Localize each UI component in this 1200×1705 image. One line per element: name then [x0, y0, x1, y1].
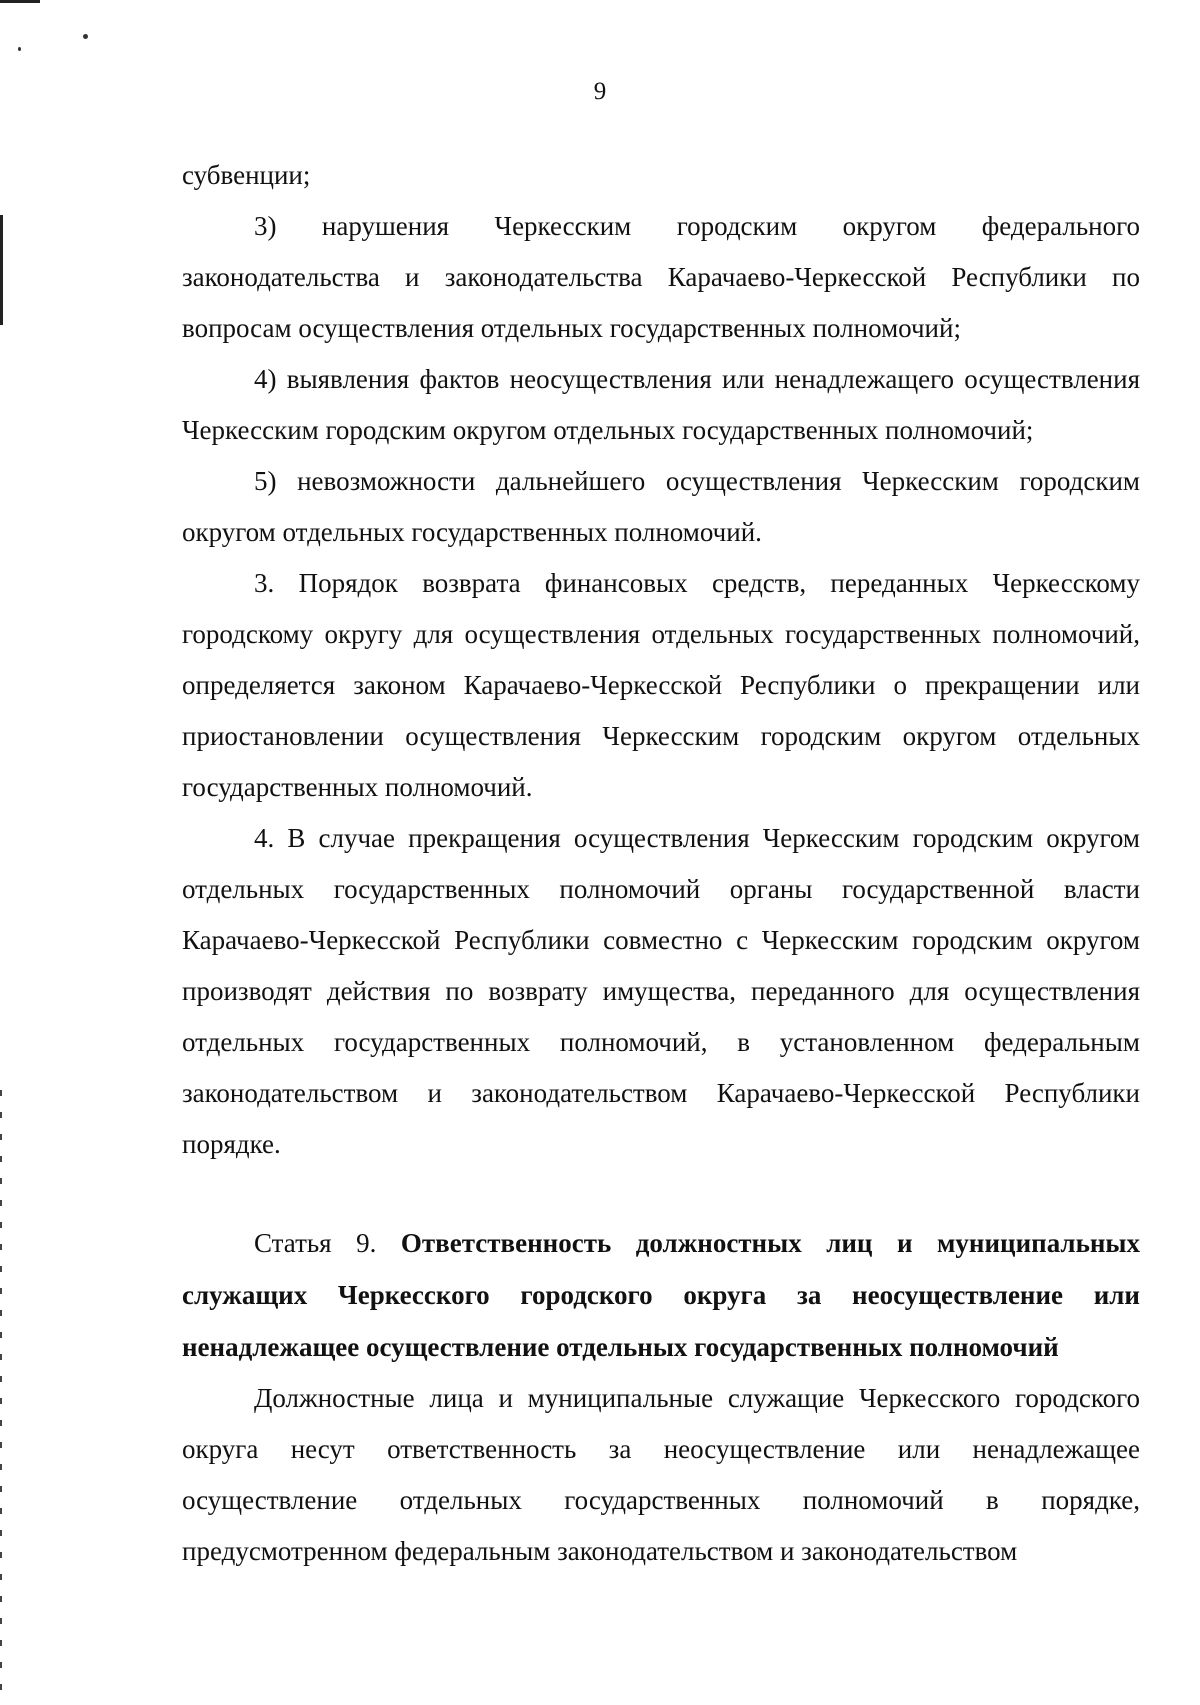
paragraph-subventions: субвенции; [182, 160, 311, 190]
article-9-title [182, 1217, 1140, 1373]
article-9-body: Должностные лица и муниципальные служащие Черкесского городского округа несут ответственность за неосуществление или ненадлежащее осуществление отдельных государственных полномочий в порядке, предусмотренном федеральным законодательством и законодательством [182, 1383, 1140, 1566]
paragraph-item-3: 3) нарушения Черкесским городским округом федерального законодательства и законодательства Карачаево-Черкесской Республики по вопросам осуществления отдельных государственных полномочий; [182, 211, 1140, 343]
document-body [182, 150, 1140, 1577]
scan-speck [18, 47, 21, 51]
page-number: 9 [593, 78, 607, 105]
paragraph-point-4: 4. В случае прекращения осуществления Черкесским городским округом отдельных государственных полномочий органы государственной власти Карачаево-Черкесской Республики совместно с Черкесским городским округом производят действия по возврату имущества, переданного для осуществления отдельных государственных полномочий, в установленном федеральным законодательством и законодательством Карачаево-Черкесской Республики порядке. [182, 823, 1140, 1159]
article-heading: Ответственность должностных лиц и муниципальных служащих Черкесского городского округа за неосуществление или ненадлежащее осуществление отдельных государственных полномочий [182, 1228, 1140, 1362]
paragraph-item-4: 4) выявления фактов неосуществления или ненадлежащего осуществления Черкесским городским округом отдельных государственных полномочий; [182, 364, 1140, 445]
paragraph-point-3: 3. Порядок возврата финансовых средств, переданных Черкесскому городскому округу для осуществления отдельных государственных полномочий, определяется законом Карачаево-Черкесской Республики о прекращении или приостановлении осуществления Черкесским городским округом отдельных государственных полномочий. [182, 568, 1140, 802]
scan-edge-left-dashes [0, 1090, 2, 1705]
scan-speck [83, 34, 88, 39]
article-label: Статья 9. [254, 1228, 377, 1258]
paragraph-item-5: 5) невозможности дальнейшего осуществления Черкесским городским округом отдельных государственных полномочий. [182, 466, 1140, 547]
scan-edge-top [0, 0, 40, 3]
scan-edge-left [0, 215, 3, 325]
